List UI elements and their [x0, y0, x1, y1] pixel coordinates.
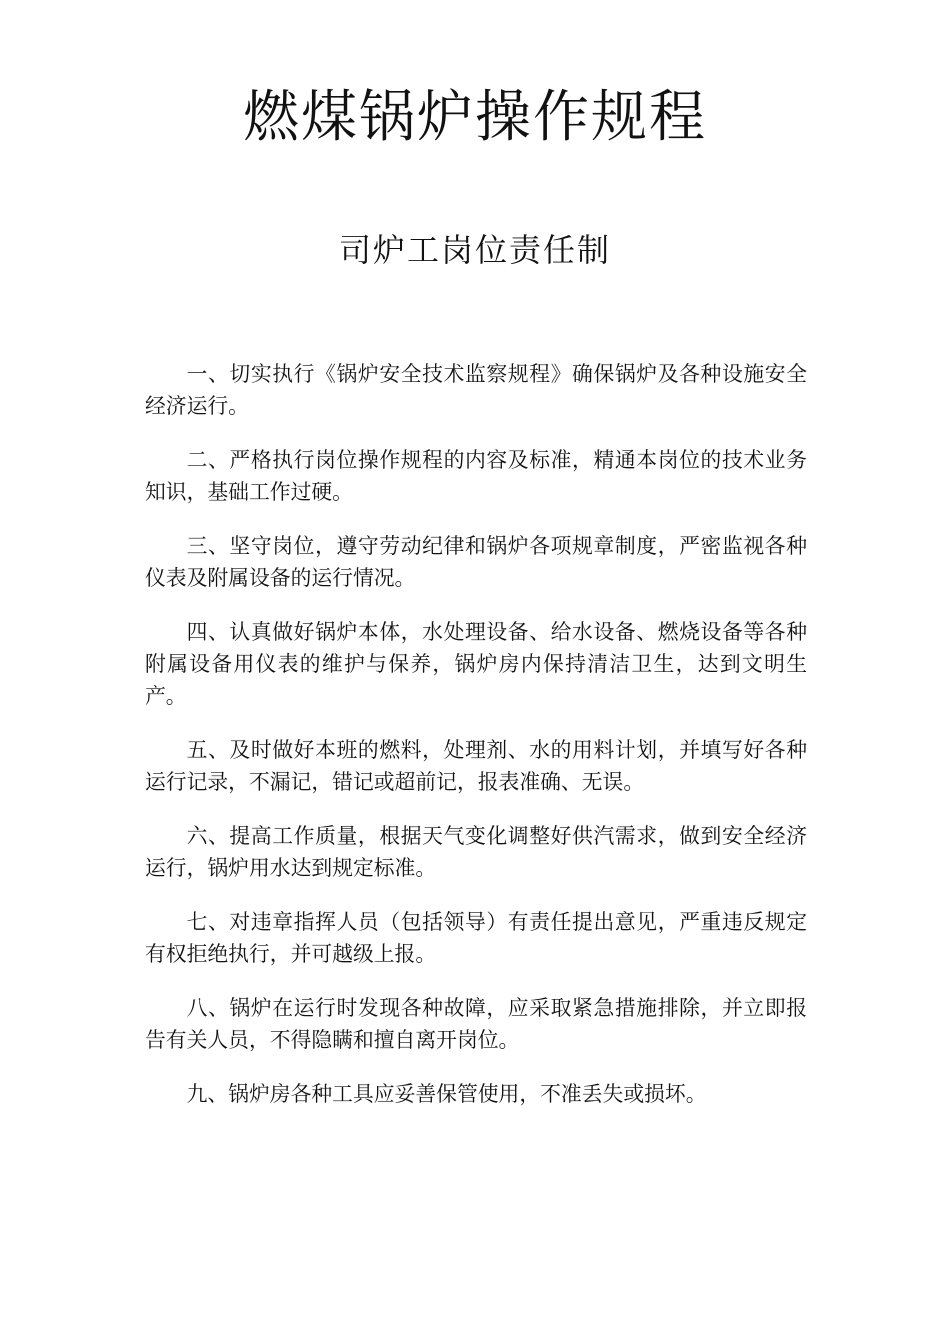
clause-8: 八、锅炉在运行时发现各种故障，应采取紧急措施排除，并立即报告有关人员，不得隐瞒和擅自离开岗位。: [145, 996, 807, 1052]
clause-2: 二、严格执行岗位操作规程的内容及标准，精通本岗位的技术业务知识，基础工作过硬。: [145, 448, 807, 504]
document-title: 燃煤锅炉操作规程: [243, 85, 707, 150]
clause-5: 五、及时做好本班的燃料，处理剂、水的用料计划，并填写好各种运行记录，不漏记，错记或超前记，报表准确、无误。: [145, 738, 807, 794]
clause-6: 六、提高工作质量，根据天气变化调整好供汽需求，做到安全经济运行，锅炉用水达到规定标准。: [145, 824, 807, 880]
clause-4: 四、认真做好锅炉本体，水处理设备、给水设备、燃烧设备等各种附属设备用仪表的维护与保养，锅炉房内保持清洁卫生，达到文明生产。: [145, 620, 807, 708]
clause-9: 九、锅炉房各种工具应妥善保管使用，不准丢失或损坏。: [186, 1082, 707, 1106]
clause-7: 七、对违章指挥人员（包括领导）有责任提出意见，严重违反规定有权拒绝执行，并可越级上报。: [145, 910, 807, 966]
clause-3: 三、坚守岗位，遵守劳动纪律和锅炉各项规章制度，严密监视各种仪表及附属设备的运行情况。: [145, 534, 807, 590]
clause-1: 一、切实执行《锅炉安全技术监察规程》确保锅炉及各种设施安全经济运行。: [145, 362, 807, 418]
document-subtitle: 司炉工岗位责任制: [338, 231, 611, 269]
clause-list: [145, 358, 807, 1132]
